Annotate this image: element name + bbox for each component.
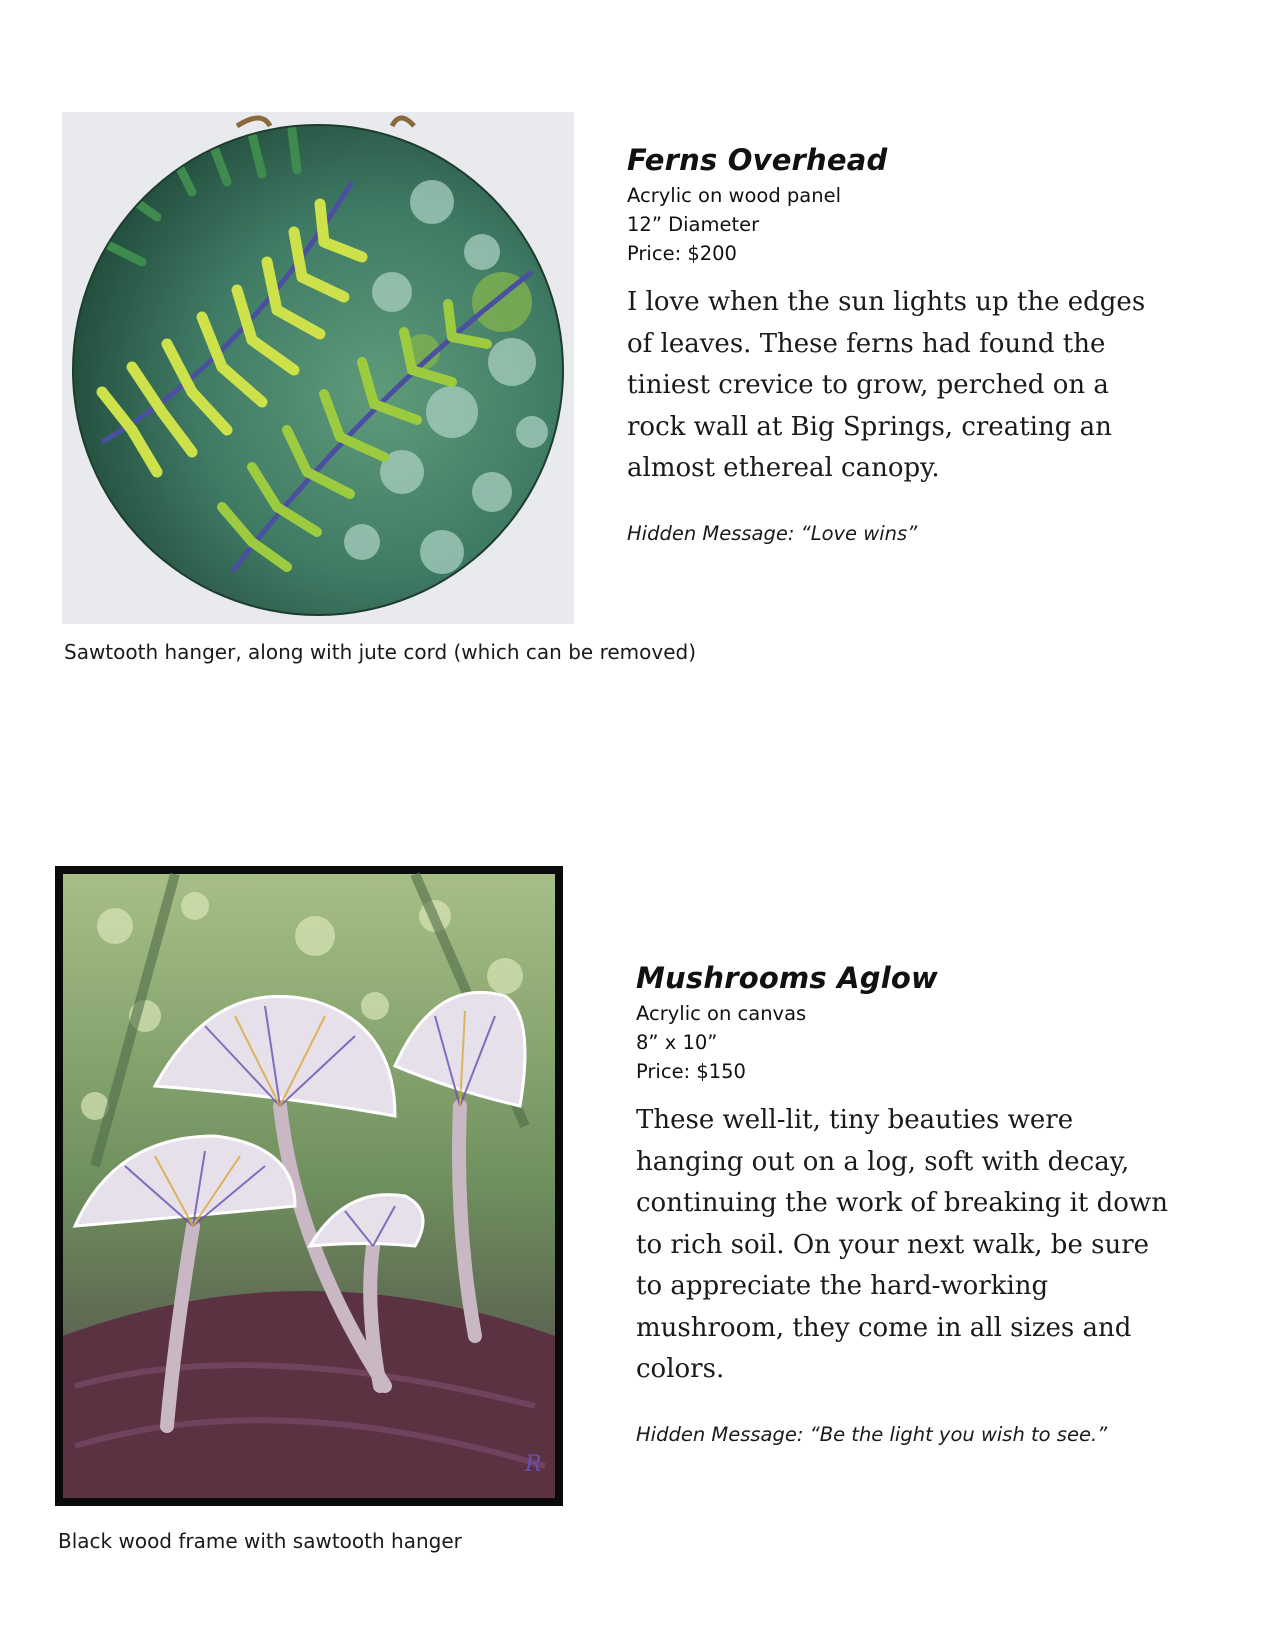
mushrooms-aglow-info [636,961,1176,1446]
mushrooms-aglow-painting [55,866,563,1506]
ferns-overhead-medium: Acrylic on wood panel [627,184,842,207]
mushrooms-aglow-title: Mushrooms Aglow [636,961,938,995]
ferns-overhead-painting [62,112,574,624]
mushrooms-aglow-caption: Black wood frame with sawtooth hanger [58,1529,462,1553]
svg-text:R: R [525,1452,542,1477]
mushrooms-aglow-hidden-message: Hidden Message: “Be the light you wish to see.” [636,1422,1108,1446]
ferns-overhead-caption: Sawtooth hanger, along with jute cord (which can be removed) [64,640,697,664]
ferns-overhead-hidden-message: Hidden Message: “Love wins” [627,521,918,545]
fern-painting-image [62,112,574,624]
mushrooms-aglow-price: Price: $150 [636,1060,746,1083]
ferns-overhead-description: I love when the sun lights up the edges of leaves. These ferns had found the tiniest crevice to grow, perched on a rock wall at Big Springs, creating an almost ethereal canopy. [627,287,1146,483]
ferns-overhead-title: Ferns Overhead [627,143,888,177]
mushrooms-aglow-size: 8” x 10” [636,1031,718,1054]
mushrooms-aglow-description: These well-lit, tiny beauties were hanging out on a log, soft with decay, continuing the work of breaking it down to rich soil. On your next walk, be sure to appreciate the hard-working mushroom, they come in all sizes and colors. [636,1105,1168,1384]
ferns-overhead-info [627,143,1167,545]
ferns-overhead-size: 12” Diameter [627,213,760,236]
mushrooms-aglow-medium: Acrylic on canvas [636,1002,807,1025]
ferns-overhead-price: Price: $200 [627,242,737,265]
mushroom-painting-image [55,866,563,1506]
